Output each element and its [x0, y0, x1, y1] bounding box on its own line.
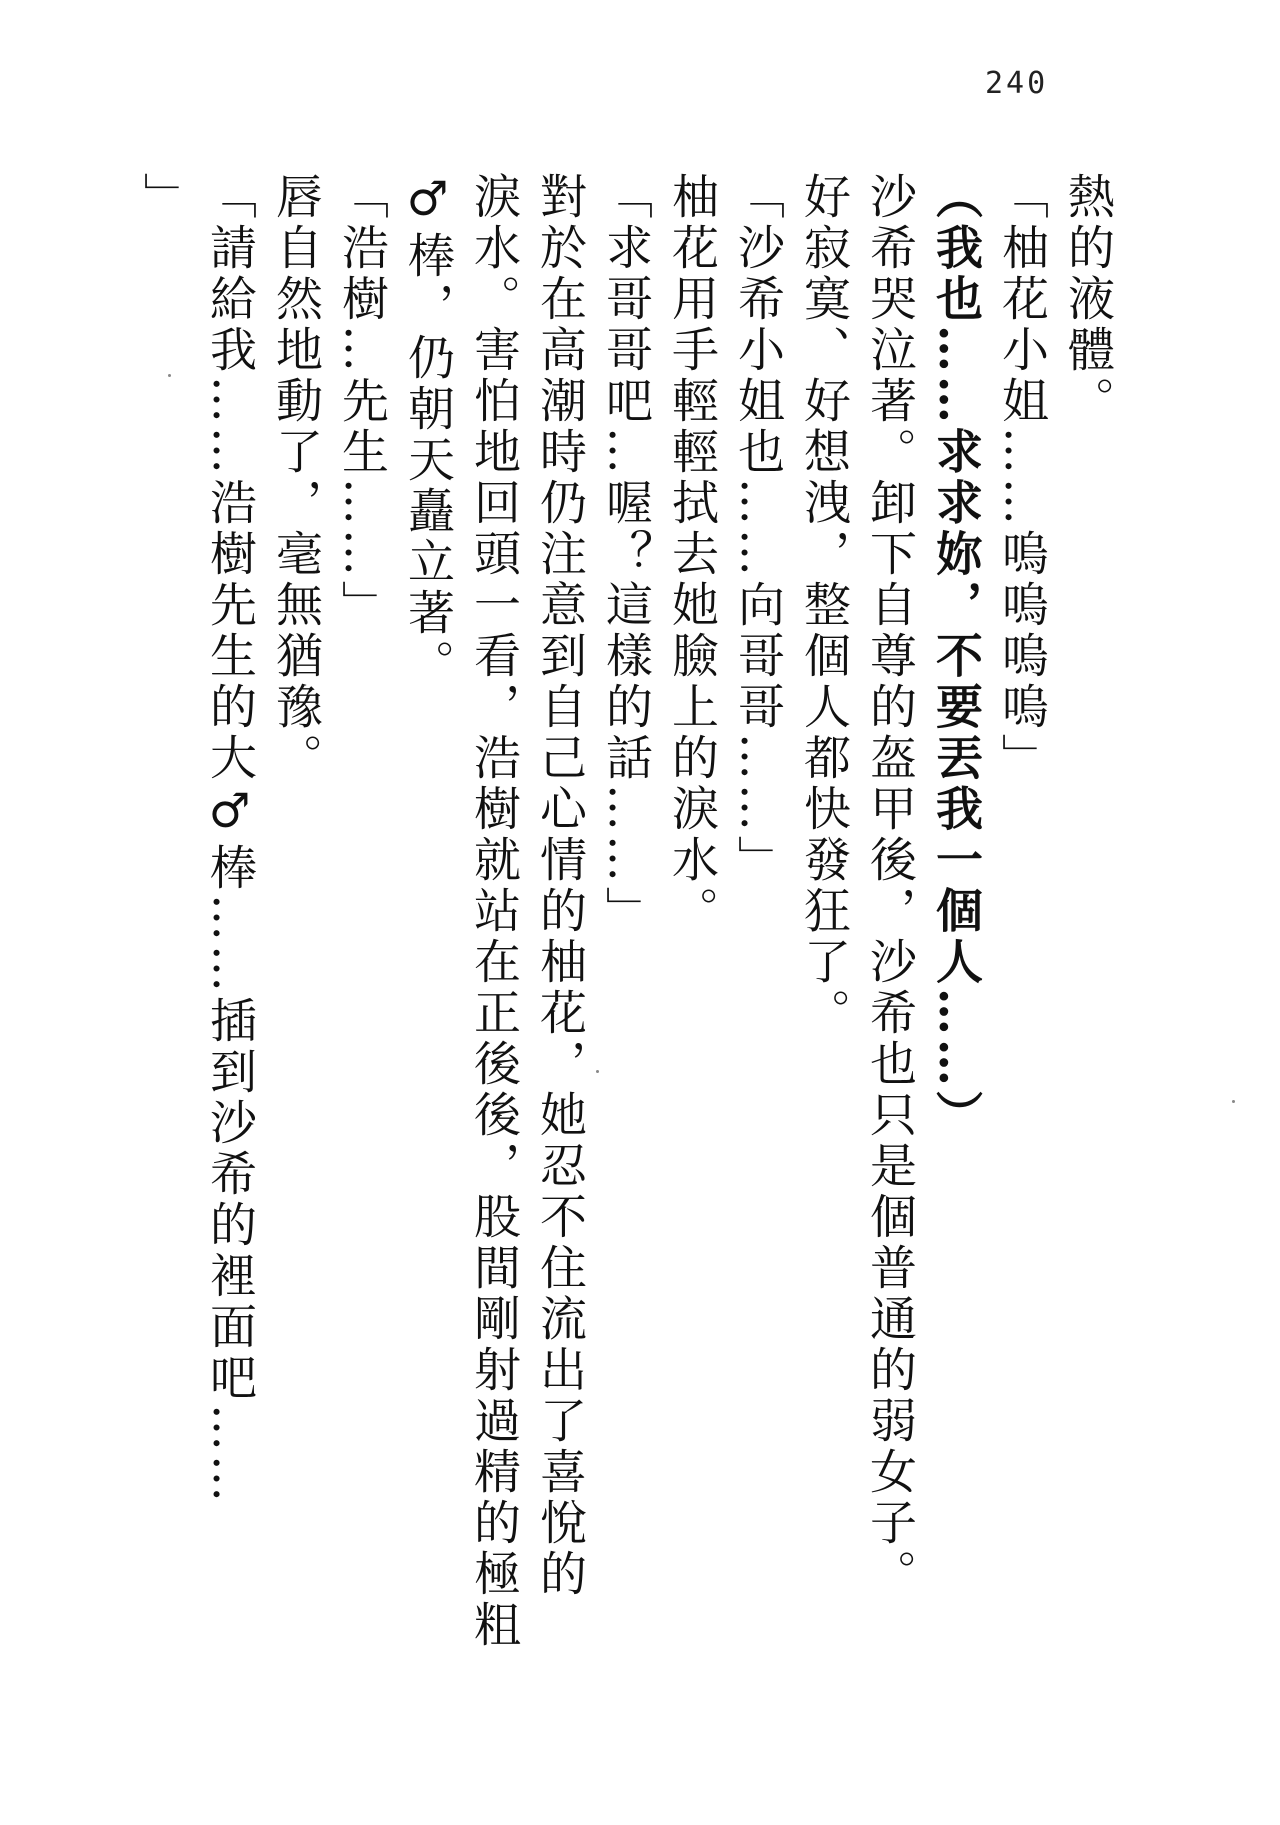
text-line: 「求哥哥吧…喔？這樣的話……」 [598, 172, 653, 937]
text-line: 「沙希小姐也……向哥哥……」 [730, 172, 785, 886]
scan-speck [168, 374, 171, 377]
text-line: 「浩樹…先生……」 [334, 172, 389, 631]
text-line: 對於在高潮時仍注意到自己心情的柚花，她忍不住流出了喜悅的 [532, 172, 587, 1600]
text-line: 淚水。害怕地回頭一看，浩樹就站在正後後，股間剛射過精的極粗 [466, 172, 521, 1651]
scan-speck [1232, 1100, 1235, 1103]
text-line: 唇自然地動了，毫無猶豫。 [268, 172, 323, 784]
text-line: 」 [136, 172, 191, 223]
scan-speck [596, 1070, 599, 1073]
text-line: 沙希哭泣著。卸下自尊的盔甲後，沙希也只是個普通的弱女子。 [862, 172, 917, 1600]
text-line: 好寂寞、好想洩，整個人都快發狂了。 [796, 172, 851, 1039]
text-line: 「請給我……浩樹先生的大♂棒……插到沙希的裡面吧…… [202, 172, 257, 1506]
text-line: 「柚花小姐……嗚嗚嗚嗚」 [994, 172, 1049, 784]
text-line: ♂棒，仍朝天矗立著。 [400, 172, 455, 690]
text-line: 柚花用手輕輕拭去她臉上的淚水。 [664, 172, 719, 937]
page-number: 240 [985, 66, 1049, 101]
vertical-text-block [130, 172, 1120, 1732]
text-line: （我也……求求妳，不要丟我一個人……） [928, 172, 983, 1141]
text-line: 熱的液體。 [1060, 172, 1115, 427]
